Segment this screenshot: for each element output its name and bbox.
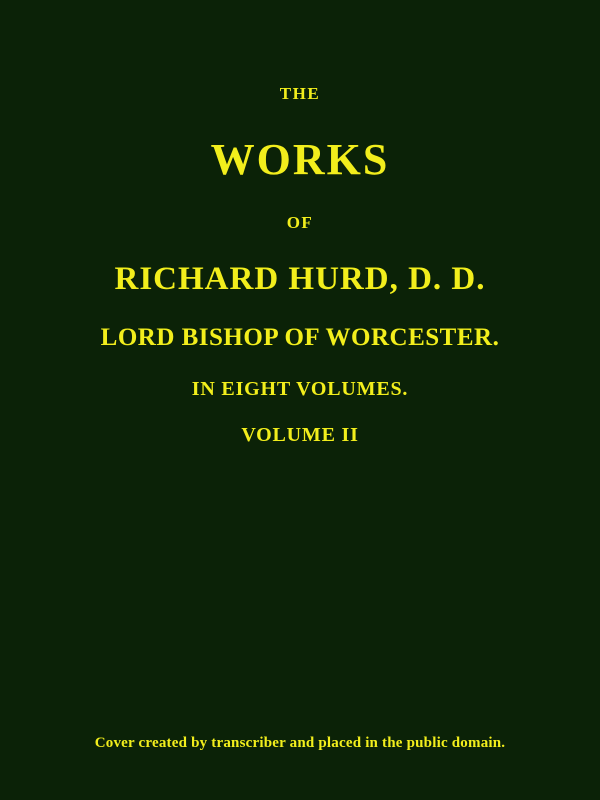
title-block [0,84,600,447]
title-line-the: THE [279,84,321,103]
title-line-author: RICHARD HURD, D. D. [114,260,486,297]
transcriber-note: Cover created by transcriber and placed in the public domain. [94,735,506,751]
title-line-bishop: LORD BISHOP OF WORCESTER. [100,324,500,352]
title-line-of: OF [286,213,314,233]
title-line-volume-number: VOLUME II [241,424,359,447]
title-line-works: WORKS [210,135,390,185]
title-line-volumes: IN EIGHT VOLUMES. [191,378,409,401]
